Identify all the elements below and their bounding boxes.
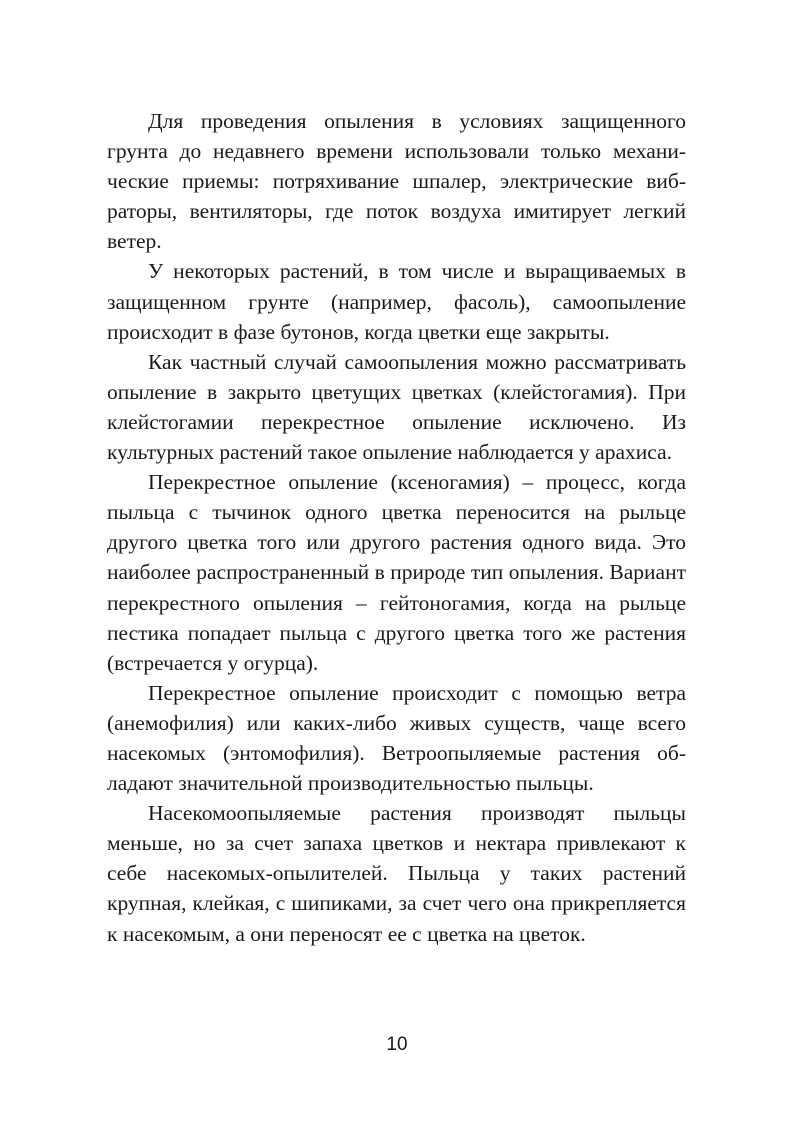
page-body [107, 106, 686, 949]
paragraph-5: Перекрестное опыление происходит с помощью ветра (анемофилия) или каких-либо живых существ, чаще всего насекомых (энтомофилия). Ветроопыляемые растения обладают значительной производительностью пыльцы. [107, 680, 686, 796]
paragraph-2: У некоторых растений, в том числе и выращиваемых в защищенном грунте (например, фасоль), самоопыление происходит в фазе бутонов, когда цветки еще закрыты. [107, 259, 686, 344]
paragraph-3: Как частный случай самоопыления можно рассматривать опыление в закрыто цветущих цветках (клейстогамия). При клейстогамии перекрестное опыление исключено. Из культурных растений такое опыление наблюдается у арахиса. [107, 349, 686, 465]
paragraph-6: Насекомоопыляемые растения производят пыльцы меньше, но за счет запаха цветков и нектара привлекают к себе насекомых-опылителей. Пыльца у таких растений крупная, клейкая, с шипиками, за счет чего она прикрепляется к насекомым, а они переносят ее с цветка на цветок. [107, 801, 686, 946]
paragraph-4: Перекрестное опыление (ксеногамия) – процесс, когда пыльца с тычинок одного цветка переносится на рыльце другого цветка того или другого растения одного вида. Это наиболее распространенный в природе тип опыления. Вариант перекрестного опыления – гейтоногамия, когда на рыльце пестика попадает пыльца с другого цветка того же растения (встречается у огурца). [107, 470, 686, 675]
paragraph-1: Для проведения опыления в условиях защищенного грунта до недавнего времени использовали только механические приемы: потряхивание шпалер, электрические вибраторы, вентиляторы, где поток воздуха имитирует легкий ветер. [107, 109, 686, 254]
page-number: 10 [386, 1034, 408, 1055]
